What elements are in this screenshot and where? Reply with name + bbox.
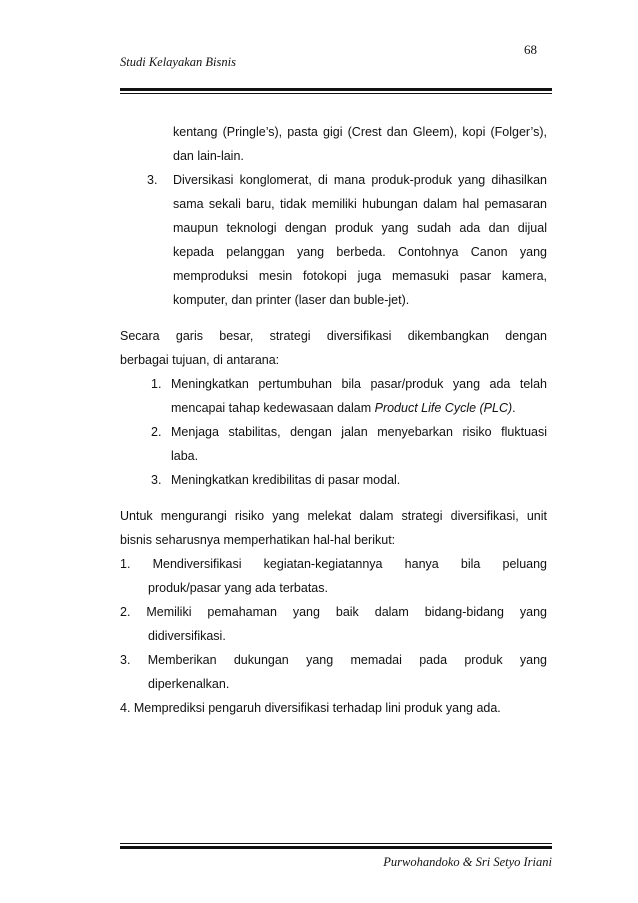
page-number: 68 (524, 42, 537, 57)
continued-item-line: dan lain-lain. (173, 149, 244, 163)
list-number: 2. (151, 425, 162, 439)
list-item-text: . (512, 401, 516, 415)
continued-item-line: kentang (Pringle’s), pasta gigi (Crest dan Gleem), kopi (Folger’s), (173, 125, 547, 139)
list-item-line: produk/pasar yang ada terbatas. (148, 581, 328, 595)
list-item-line: diperkenalkan. (148, 677, 230, 691)
list-item-line: 1. Mendiversifikasi kegiatan-kegiatannya hanya bila peluang (120, 557, 547, 571)
paragraph-line: bisnis seharusnya memperhatikan hal-hal berikut: (120, 533, 396, 547)
running-title: Studi Kelayakan Bisnis (120, 55, 236, 69)
list-item-text: mencapai tahap kedewasaan dalam (171, 401, 375, 415)
list-item-line: maupun teknologi dengan produk yang sudah ada dan dijual (173, 221, 547, 235)
list-item-line: Menjaga stabilitas, dengan jalan menyebarkan risiko fluktuasi (171, 425, 547, 439)
list-item-line: 4. Memprediksi pengaruh diversifikasi terhadap lini produk yang ada. (120, 701, 501, 715)
list-item-line: memproduksi mesin fotokopi juga memasuki pasar kamera, (173, 269, 547, 283)
list-number: 3. (147, 173, 158, 187)
list-item-line (171, 396, 516, 420)
list-item-line: 3. Memberikan dukungan yang memadai pada produk yang (120, 653, 547, 667)
footer-rule (120, 843, 552, 849)
list-number: 1. (151, 377, 162, 391)
list-item-line: 2. Memiliki pemahaman yang baik dalam bidang-bidang yang (120, 605, 547, 619)
list-item-line: komputer, dan printer (laser dan buble-jet). (173, 293, 410, 307)
list-item-line: laba. (171, 449, 199, 463)
list-item-line: didiversifikasi. (148, 629, 226, 643)
paragraph-line: Untuk mengurangi risiko yang melekat dalam strategi diversifikasi, unit (120, 509, 547, 523)
list-item-line: Diversikasi konglomerat, di mana produk-produk yang dihasilkan (173, 173, 547, 187)
paragraph-line: Secara garis besar, strategi diversifikasi dikembangkan dengan (120, 329, 547, 343)
list-item-line: Meningkatkan pertumbuhan bila pasar/produk yang ada telah (171, 377, 547, 391)
list-item-line: kepada pelanggan yang berbeda. Contohnya Canon yang (173, 245, 547, 259)
footer-authors: Purwohandoko & Sri Setyo Iriani (383, 855, 552, 869)
list-item-line: Meningkatkan kredibilitas di pasar modal. (171, 473, 401, 487)
list-item-line: sama sekali baru, tidak memiliki hubungan dalam hal pemasaran (173, 197, 547, 211)
paragraph-line: berbagai tujuan, di antarana: (120, 353, 280, 367)
list-item-italic-term: Product Life Cycle (PLC) (374, 401, 513, 415)
list-number: 3. (151, 473, 162, 487)
